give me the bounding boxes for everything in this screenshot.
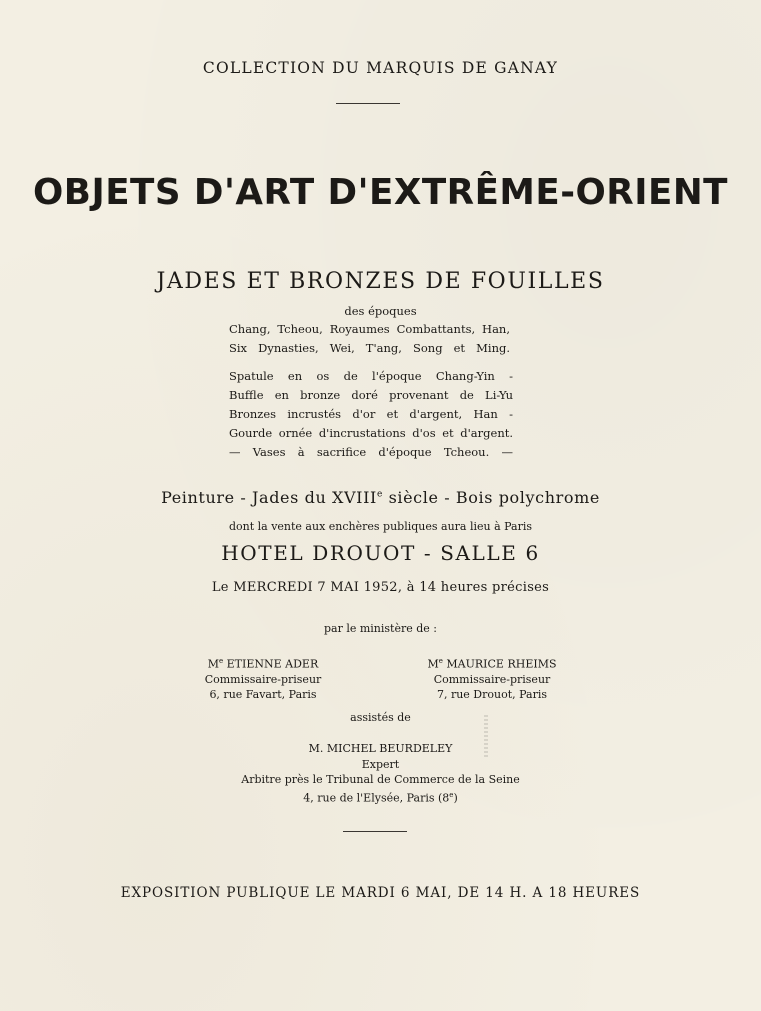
auctioneer-right-address: 7, rue Drouot, Paris bbox=[436, 687, 548, 701]
auctioneer-right bbox=[416, 654, 568, 702]
vente-line: dont la vente aux enchères publiques aura lieu à Paris bbox=[228, 520, 533, 533]
peinture-text-before: Peinture - Jades du XVIII bbox=[161, 488, 377, 507]
dynasties-line: Chang, Tcheou, Royaumes Combattants, Han, bbox=[229, 322, 510, 336]
ministere-line: par le ministère de : bbox=[323, 622, 438, 635]
date-line: Le MERCREDI 7 MAI 1952, à 14 heures précises bbox=[211, 580, 550, 595]
auctioneer-right-role: Commissaire-priseur bbox=[433, 672, 551, 686]
auctioneer-left-name bbox=[190, 654, 336, 672]
peinture-line bbox=[0, 488, 761, 507]
epoques-label: des époques bbox=[344, 304, 417, 318]
venue-heading: HOTEL DROUOT - SALLE 6 bbox=[221, 541, 540, 565]
peinture-text-after: siècle - Bois polychrome bbox=[382, 488, 600, 507]
dynasties-paragraph bbox=[229, 320, 510, 358]
top-divider bbox=[336, 103, 400, 104]
auctioneer-left bbox=[190, 654, 336, 702]
page-title: OBJETS D'ART D'EXTRÊME-ORIENT bbox=[33, 172, 728, 213]
expert-arbitre: Arbitre près le Tribunal de Commerce de la Seine bbox=[241, 773, 520, 786]
expert-address bbox=[0, 788, 761, 806]
items-line: Gourde ornée d'incrustations d'os et d'argent. bbox=[229, 426, 513, 440]
expert-address-before: 4, rue de l'Elysée, Paris (8 bbox=[303, 791, 450, 805]
auctioneer-right-name bbox=[416, 654, 568, 672]
peinture-superscript: e bbox=[376, 489, 383, 500]
auctioneer-left-prefix: M bbox=[207, 657, 219, 671]
subtitle: JADES ET BRONZES DE FOUILLES bbox=[156, 269, 605, 294]
exposition-line: EXPOSITION PUBLIQUE LE MARDI 6 MAI, DE 14 H. A 18 HEURES bbox=[120, 885, 641, 901]
collection-heading: COLLECTION DU MARQUIS DE GANAY bbox=[202, 59, 559, 77]
bottom-divider bbox=[343, 831, 407, 832]
dynasties-line: Six Dynasties, Wei, T'ang, Song et Ming. bbox=[229, 341, 510, 355]
expert-block bbox=[0, 741, 761, 806]
expert-role: Expert bbox=[361, 757, 400, 771]
auctioneer-left-address: 6, rue Favart, Paris bbox=[209, 687, 317, 701]
auctioneer-right-prefix-sup: e bbox=[438, 657, 443, 665]
expert-name: M. MICHEL BEURDELEY bbox=[308, 742, 453, 755]
auctioneer-left-name-text: ETIENNE ADER bbox=[223, 657, 319, 671]
expert-address-after: ) bbox=[453, 791, 458, 805]
auctioneer-left-role: Commissaire-priseur bbox=[204, 672, 322, 686]
items-paragraph bbox=[229, 367, 513, 462]
expert-address-sup: e bbox=[449, 790, 454, 799]
auctioneer-right-name-text: MAURICE RHEIMS bbox=[442, 657, 557, 671]
items-line: Buffle en bronze doré provenant de Li-Yu bbox=[229, 388, 513, 402]
assistes-line: assistés de bbox=[350, 711, 411, 724]
items-line: Bronzes incrustés d'or et d'argent, Han - bbox=[229, 407, 513, 421]
items-line: — Vases à sacrifice d'époque Tcheou. — bbox=[229, 445, 513, 459]
auctioneer-left-prefix-sup: e bbox=[219, 657, 224, 665]
items-line: Spatule en os de l'époque Chang-Yin - bbox=[229, 369, 513, 383]
auctioneer-right-prefix: M bbox=[427, 657, 439, 671]
